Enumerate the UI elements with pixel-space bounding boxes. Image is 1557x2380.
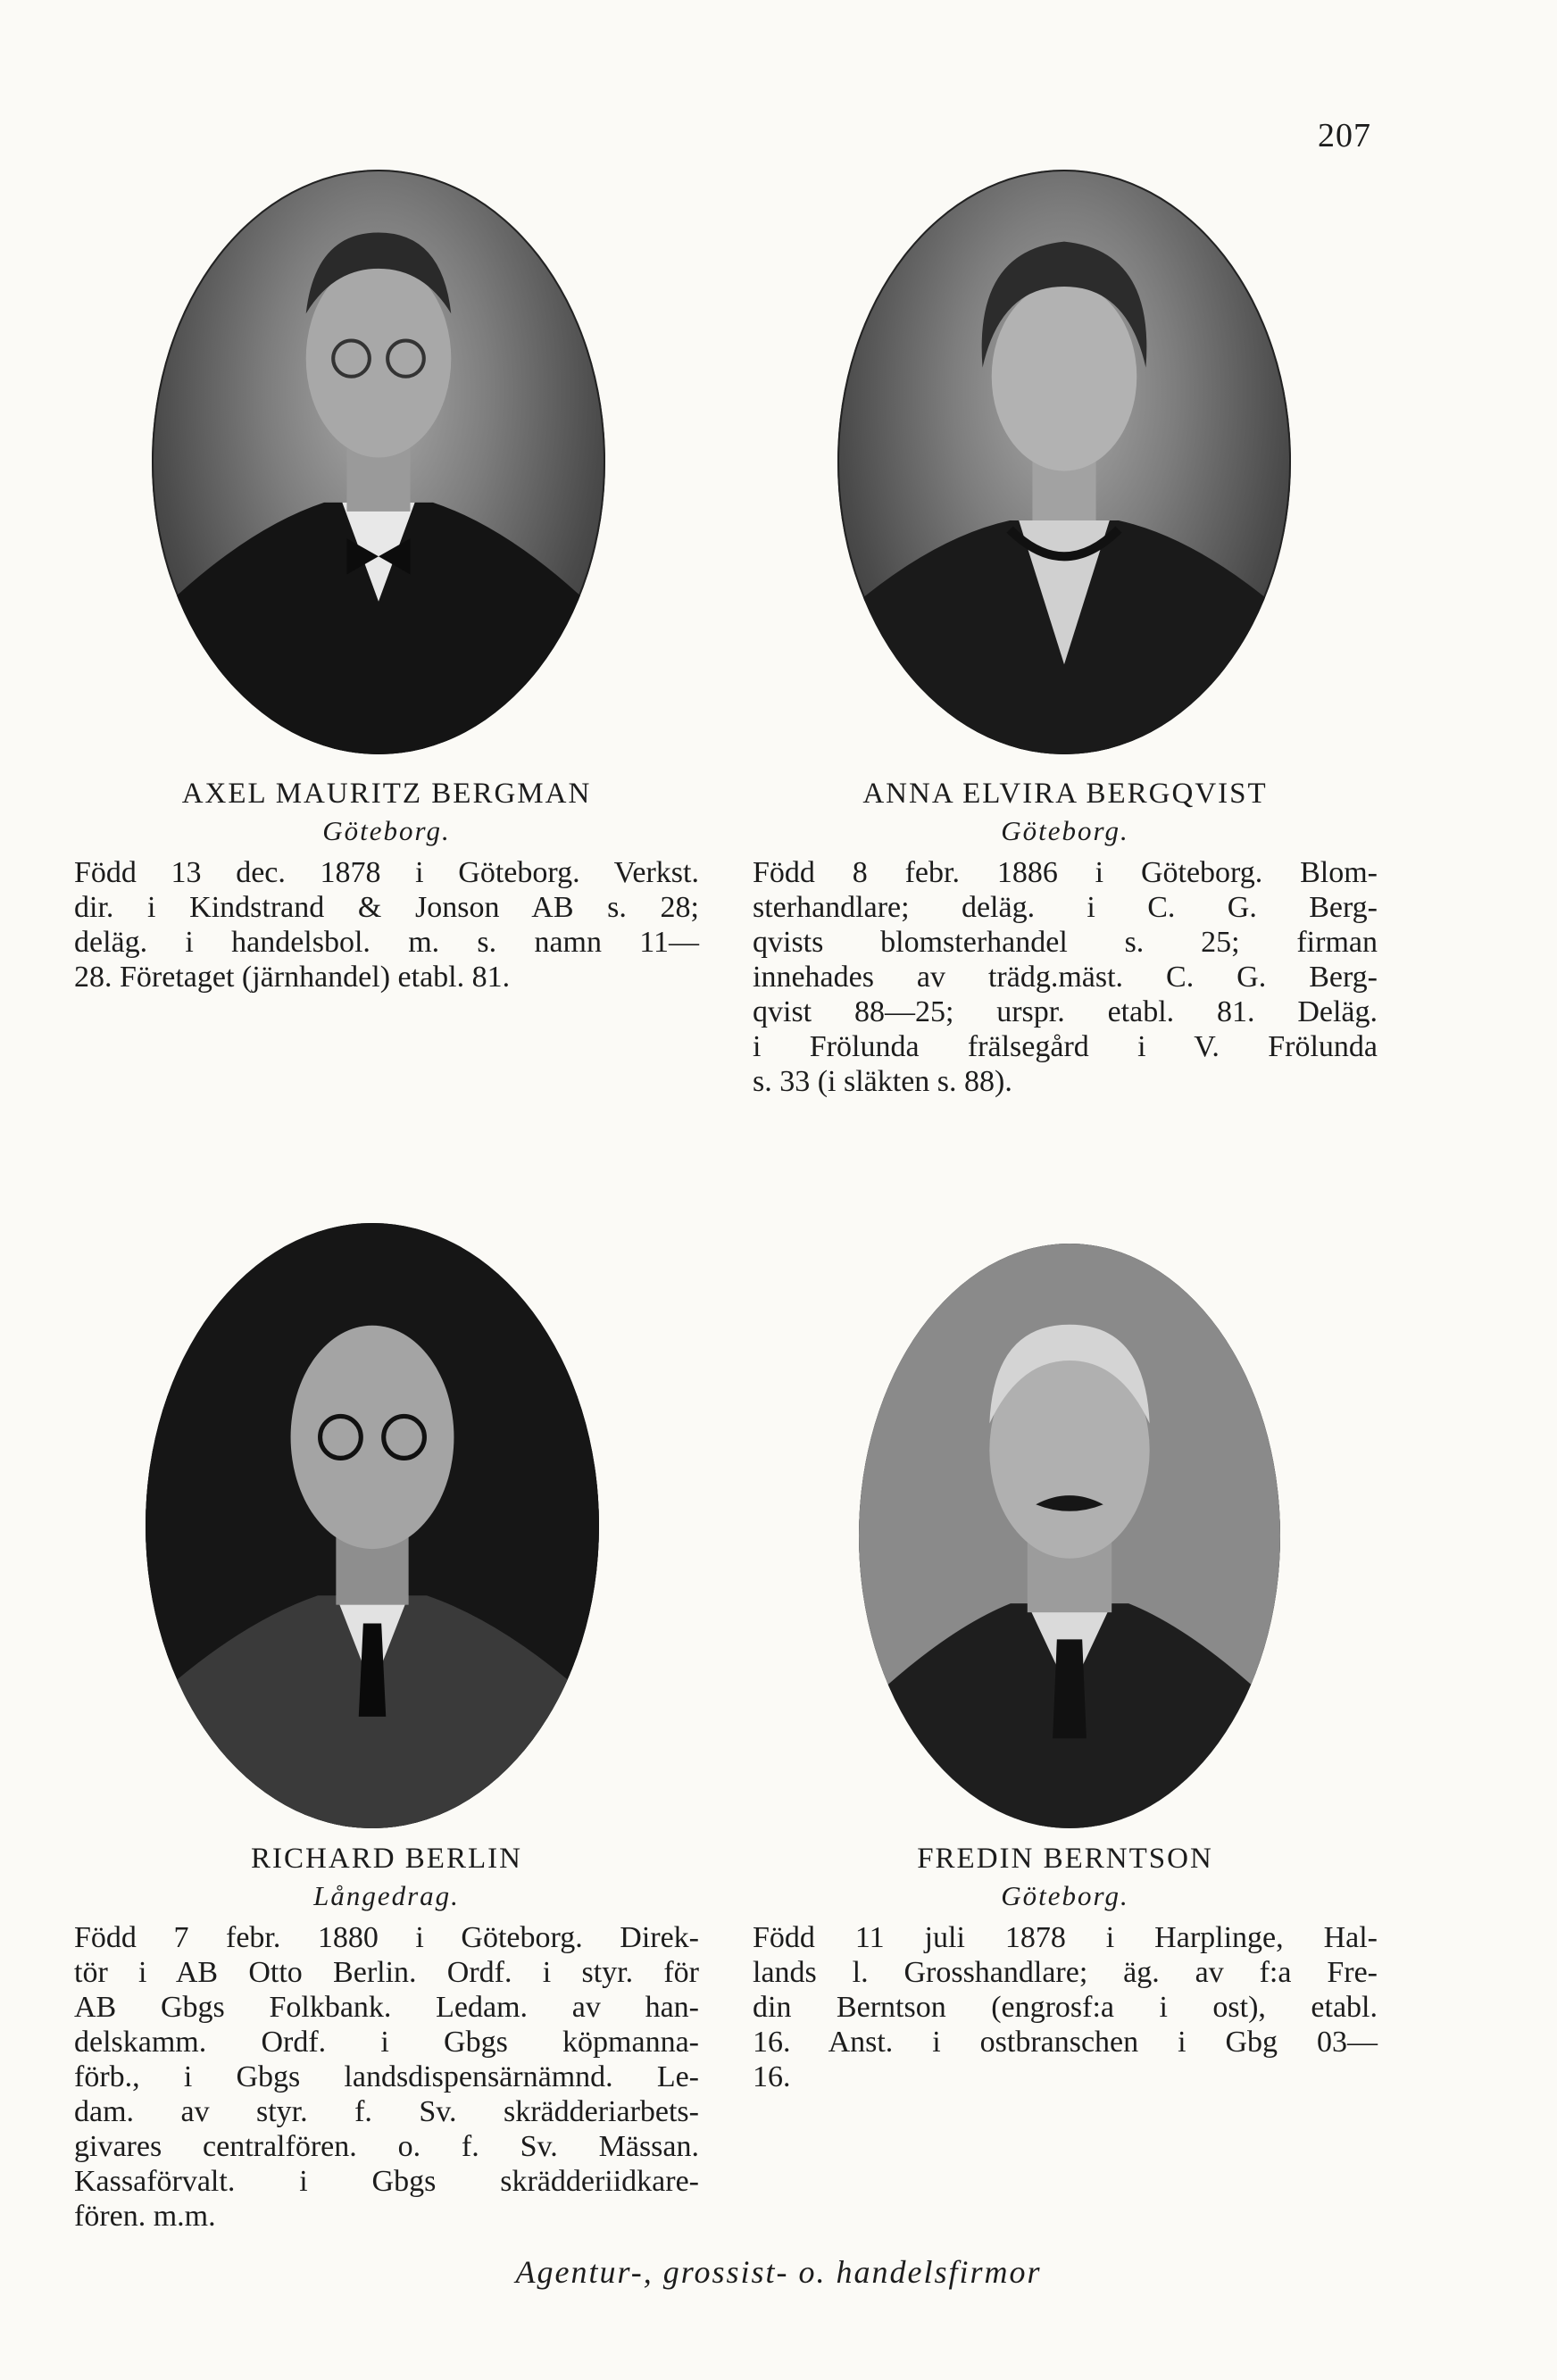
person-bio (74, 1920, 699, 2234)
bio-line: 16. Anst. i ostbranschen i Gbg 03— (753, 2026, 1378, 2059)
person-city: Göteborg. (322, 815, 451, 846)
person-bio (753, 1920, 1378, 2094)
bio-line: 28. Företaget (järnhandel) etabl. 81. (74, 961, 511, 994)
page-number: 207 (1318, 117, 1371, 154)
bio-line: deläg. i handelsbol. m. s. namn 11— (74, 926, 699, 959)
person-name: FREDIN BERNTSON (917, 1843, 1213, 1875)
bio-line: qvists blomsterhandel s. 25; firman (753, 926, 1378, 959)
bio-line: lands l. Grosshandlare; äg. av f:a Fre- (753, 1956, 1378, 1989)
person-bio (753, 855, 1378, 1099)
bio-line: innehades av trädg.mäst. C. G. Berg- (753, 961, 1378, 994)
bio-line: givares centralfören. o. f. Sv. Mässan. (74, 2130, 699, 2163)
running-footer: Agentur-, grossist- o. handelsfirmor (515, 2254, 1042, 2290)
bio-line: sterhandlare; deläg. i C. G. Berg- (753, 891, 1378, 924)
bio-line: Född 13 dec. 1878 i Göteborg. Verkst. (74, 856, 699, 889)
entry-bergman (74, 777, 699, 994)
entry-berlin (74, 1842, 699, 2234)
bio-line: qvist 88—25; urspr. etabl. 81. Deläg. (753, 995, 1378, 1028)
bio-line: s. 33 (i släkten s. 88). (753, 1065, 1012, 1098)
portrait-photo-bergman (152, 170, 605, 754)
person-bio (74, 855, 699, 994)
bio-line: Född 11 juli 1878 i Harplinge, Hal- (753, 1921, 1378, 1954)
bio-line: din Berntson (engrosf:a i ost), etabl. (753, 1991, 1378, 2024)
person-city: Göteborg. (1001, 1880, 1129, 1911)
bio-line: Född 8 febr. 1886 i Göteborg. Blom- (753, 856, 1378, 889)
portrait-photo-bergqvist (837, 170, 1291, 754)
bio-line: dam. av styr. f. Sv. skrädderiarbets- (74, 2095, 699, 2128)
entry-berntson (753, 1842, 1378, 2094)
person-name: RICHARD BERLIN (251, 1843, 522, 1875)
person-city: Långedrag. (313, 1880, 460, 1911)
bio-line: i Frölunda frälsegård i V. Frölunda (753, 1030, 1378, 1063)
bio-line: 16. (753, 2060, 791, 2093)
bio-line: dir. i Kindstrand & Jonson AB s. 28; (74, 891, 699, 924)
bio-line: tör i AB Otto Berlin. Ordf. i styr. för (74, 1956, 699, 1989)
bio-line: fören. m.m. (74, 2200, 216, 2233)
person-city: Göteborg. (1001, 815, 1129, 846)
bio-line: delskamm. Ordf. i Gbgs köpmanna- (74, 2026, 699, 2059)
portrait-photo-berntson (859, 1244, 1280, 1828)
portrait-photo-berlin (146, 1223, 599, 1828)
bio-line: förb., i Gbgs landsdispensärnämnd. Le- (74, 2060, 699, 2093)
bio-line: Kassaförvalt. i Gbgs skrädderiidkare- (74, 2165, 699, 2198)
bio-line: Född 7 febr. 1880 i Göteborg. Direk- (74, 1921, 699, 1954)
person-name: AXEL MAURITZ BERGMAN (181, 778, 592, 810)
person-name: ANNA ELVIRA BERGQVIST (862, 778, 1268, 810)
entry-bergqvist (753, 777, 1378, 1099)
bio-line: AB Gbgs Folkbank. Ledam. av han- (74, 1991, 699, 2024)
